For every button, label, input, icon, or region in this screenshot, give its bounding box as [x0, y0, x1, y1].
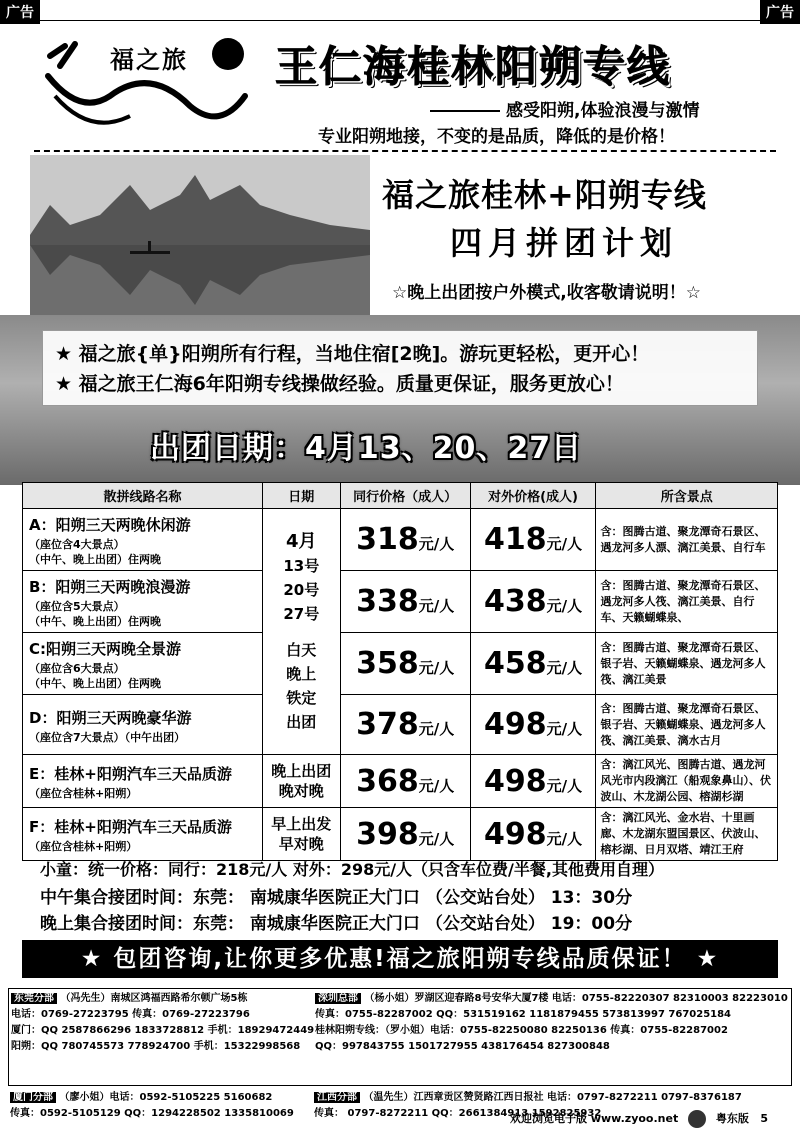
route-name: E：桂林+阳朔汽车三天品质游	[29, 765, 232, 783]
shenzhen-branch	[315, 991, 788, 1055]
logo-text: 福之旅	[110, 46, 188, 74]
branch-qq: 阳朔：QQ 780745573 778924700 手机：15322998568	[11, 1041, 301, 1052]
branch-label: 东莞分部	[11, 993, 57, 1004]
selling-point: ★ 福之旅王仁海6年阳朔专线操做经验。质量更保证，服务更放心！	[55, 373, 624, 395]
footer-text: 欢迎浏览电子版 www.zyoo.net	[510, 1112, 679, 1125]
publisher-logo-icon	[688, 1110, 706, 1128]
table-header-row	[23, 483, 778, 509]
sub-title-2: 四月拼团计划	[450, 224, 679, 262]
table-row	[23, 633, 778, 695]
branch-fax: 传真：0755-82287002 QQ：531519162 1181879455 573813997 767025184	[315, 1009, 732, 1020]
route-name: D：阳朔三天两晚豪华游	[29, 708, 192, 727]
table-row	[23, 808, 778, 861]
branch-phone: （廖小姐）电话：0592-5105225 5160682	[59, 1092, 273, 1103]
table-header: 日期	[262, 483, 340, 509]
selling-point: ★ 福之旅{单}阳朔所有行程，当地住宿[2晚]。游玩更轻松，更开心！	[55, 343, 650, 365]
sights-cell: 含：图腾古道、聚龙潭奇石景区、银子岩、天籁蝴蝶泉、遇龙河多人筏、漓江美景	[596, 633, 778, 695]
date-note: 晚上	[286, 664, 317, 683]
notice-text: ☆晚上出团按户外模式,收客敬请说明！☆	[392, 283, 701, 303]
route-note: （中午、晚上出团）住两晚	[29, 615, 161, 628]
table-row	[23, 695, 778, 755]
trade-price: 338元/人	[340, 571, 470, 633]
table-header: 同行价格（成人）	[340, 483, 470, 509]
date-cell	[262, 509, 340, 755]
xiamen-branch	[10, 1090, 294, 1122]
trade-price: 358元/人	[340, 633, 470, 695]
branch-phone: 电话：0769-27223795 传真：0769-27223796	[11, 1009, 250, 1020]
sub-title-1: 福之旅桂林+阳朔专线	[382, 176, 707, 214]
branch-label: 江西分部	[314, 1092, 360, 1103]
route-name: F：桂林+阳朔汽车三天品质游	[29, 818, 232, 836]
sights-cell: 含：图腾古道、聚龙潭奇石景区、遇龙河多人漂、漓江美景、自行车	[596, 509, 778, 571]
route-note: （座位含5大景点）	[29, 600, 125, 613]
route-name: C:阳朔三天两晚全景游	[29, 640, 182, 658]
contacts-block	[8, 988, 792, 1086]
li-river-photo	[30, 155, 370, 315]
route-name: A：阳朔三天两晚休闲游	[29, 516, 191, 534]
trade-price: 398元/人	[340, 808, 470, 861]
date-cell: 晚上出团 晚对晚	[262, 755, 340, 808]
gather-night: 晚上集合接团时间：东莞： 南城康华医院正大门口 （公交站台处） 19：00分	[40, 914, 633, 934]
branch-fax: 传真：0592-5105129 QQ：1294228502 1335810069	[10, 1108, 294, 1119]
route-note: （座位含6大景点）	[29, 662, 125, 675]
slogan-1: 感受阳朔,体验浪漫与激情	[430, 96, 699, 121]
date-note: 铁定	[286, 688, 317, 707]
sights-cell: 含：图腾古道、聚龙潭奇石景区、银子岩、天籁蝴蝶泉、遇龙河多人筏、漓江美景、漓水古月	[596, 695, 778, 755]
date-note: 出团	[286, 712, 317, 731]
retail-price: 458元/人	[470, 633, 596, 695]
date-cell: 早上出发 早对晚	[262, 808, 340, 861]
route-note: （座位含桂林+阳朔）	[29, 840, 138, 853]
branch-label: 深圳总部	[315, 993, 361, 1004]
table-header: 散拼线路名称	[23, 483, 263, 509]
retail-price: 498元/人	[470, 695, 596, 755]
dashed-divider	[34, 150, 776, 152]
route-note: （座位含7大景点）（中午出团）	[29, 730, 186, 744]
branch-line: 桂林阳朔专线：（罗小姐）电话：0755-82250080 82250136 传真：0755-82287002	[315, 1025, 728, 1036]
sights-cell: 含：漓江风光、图腾古道、遇龙河风光市内段漓江（船观象鼻山）、伏波山、木龙湖公园、榕湖杉湖	[596, 755, 778, 808]
table-row	[23, 571, 778, 633]
date-day: 27号	[283, 604, 320, 623]
branch-address: （冯先生）南城区鸿福西路希尔顿广场5栋	[60, 993, 248, 1004]
branch-qq: 厦门：QQ 2587866296 1833728812 手机：18929472449	[11, 1025, 315, 1036]
trade-price: 318元/人	[340, 509, 470, 571]
date-day: 20号	[283, 580, 320, 599]
retail-price: 498元/人	[470, 755, 596, 808]
selling-points	[42, 330, 758, 406]
trade-price: 378元/人	[340, 695, 470, 755]
ad-label-left: 广告	[0, 0, 40, 24]
main-title: 王仁海桂林阳朔专线	[275, 42, 672, 91]
top-rule	[0, 20, 800, 21]
table-header: 对外价格(成人)	[470, 483, 596, 509]
sights-cell: 含：漓江风光、金水岩、十里画廊、木龙湖东盟国景区、伏波山、榕杉湖、日月双塔、靖江王府	[596, 808, 778, 861]
retail-price: 418元/人	[470, 509, 596, 571]
branch-label: 厦门分部	[10, 1092, 56, 1103]
route-note: （座位含4大景点）	[29, 538, 125, 551]
child-price: 小童：统一价格：同行：218元/人 对外：298元/人（只含车位费/半餐,其他费用自理）	[40, 860, 664, 879]
route-note: （座位含桂林+阳朔）	[29, 787, 138, 800]
sights-cell: 含：图腾古道、聚龙潭奇石景区、遇龙河多人筏、漓江美景、自行车、天籁蝴蝶泉、	[596, 571, 778, 633]
date-note: 白天	[286, 640, 317, 659]
ad-label-right: 广告	[760, 0, 800, 24]
route-note: （中午、晚上出团）住两晚	[29, 677, 161, 690]
edition-label: 粤东版	[715, 1112, 749, 1125]
retail-price: 438元/人	[470, 571, 596, 633]
promo-banner: ★ 包团咨询,让你更多优惠!福之旅阳朔专线品质保证！ ★	[22, 940, 778, 978]
page-footer	[510, 1110, 768, 1128]
dongguan-branch	[11, 991, 314, 1055]
route-name: B：阳朔三天两晚浪漫游	[29, 578, 191, 596]
retail-price: 498元/人	[470, 808, 596, 861]
table-row	[23, 755, 778, 808]
slogan-2: 专业阳朔地接，不变的是品质，降低的是价格！	[318, 127, 675, 147]
branch-address: （杨小姐）罗湖区迎春路8号安华大厦7楼 电话：0755-82220307 82310003 82223010	[364, 993, 788, 1004]
page-number: 5	[760, 1112, 769, 1125]
gather-noon: 中午集合接团时间：东莞： 南城康华医院正大门口 （公交站台处） 13：30分	[40, 888, 633, 908]
route-table	[22, 482, 778, 861]
table-row	[23, 509, 778, 571]
departure-dates: 出团日期：4月13、20、27日	[150, 431, 583, 466]
branch-address: （温先生）江西章贡区赞贤路江西日报社 电话：0797-8272211 0797-8376187	[363, 1092, 742, 1103]
branch-fax: 传真： 0797-8272211 QQ：2661384913 1592825932	[314, 1108, 602, 1119]
date-month: 4月	[286, 530, 317, 552]
branch-qq: QQ：997843755 1501727955 438176454 827300848	[315, 1041, 610, 1052]
table-header: 所含景点	[596, 483, 778, 509]
date-day: 13号	[283, 556, 320, 575]
route-note: （中午、晚上出团）住两晚	[29, 553, 161, 566]
trade-price: 368元/人	[340, 755, 470, 808]
